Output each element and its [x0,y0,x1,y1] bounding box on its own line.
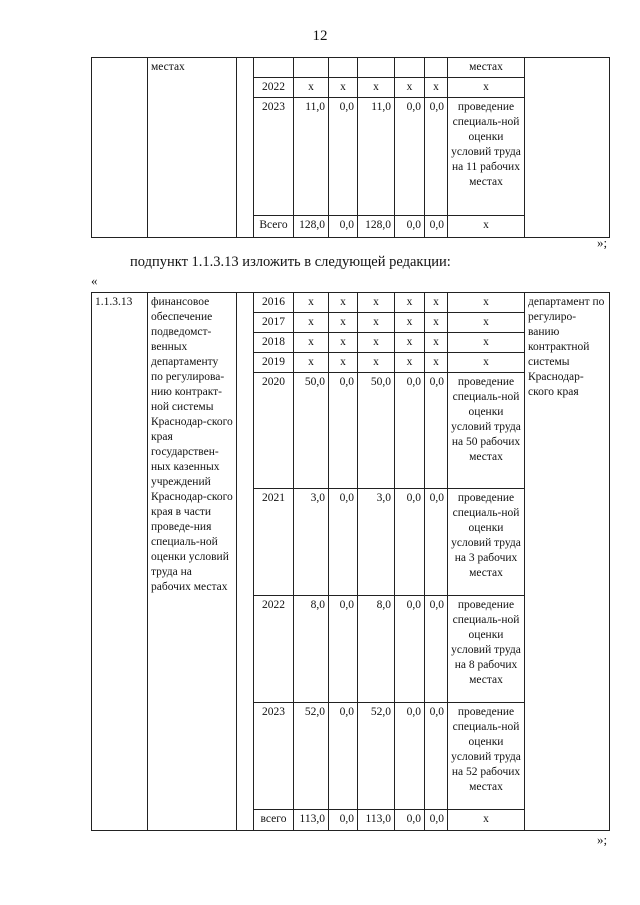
value-cell: х [294,293,329,313]
value-cell: х [395,333,425,353]
value-cell: х [329,313,358,333]
value-cell: 0,0 [425,98,448,216]
result-cell: местах [448,58,525,78]
value-cell: 11,0 [294,98,329,216]
name-cell: финансовое обеспечение подведомст-венных департаменту по регулирова-нию контракт-ной системы Краснодар-ского края государствен-ных казенных учреждений Краснодар-ского края в части проведе-ния специаль-ной оценки условий труда на рабочих местах [148,293,237,831]
value-cell: х [358,353,395,373]
value-cell: х [294,353,329,373]
program-table [91,292,610,831]
value-cell: 0,0 [329,216,358,238]
value-cell: х [395,78,425,98]
year-cell: Всего [254,216,294,238]
result-cell: х [448,293,525,313]
result-cell: х [448,216,525,238]
value-cell: х [395,313,425,333]
closing-quote: »; [597,235,608,250]
value-cell: х [329,353,358,373]
value-cell: х [358,313,395,333]
year-cell: 2021 [254,489,294,596]
result-cell: проведение специаль-ной оценки условий труда на 8 рабочих местах [448,596,525,703]
value-cell: 0,0 [425,703,448,810]
value-cell: х [395,293,425,313]
value-cell: 3,0 [294,489,329,596]
value-cell: х [294,313,329,333]
value-cell: 0,0 [329,489,358,596]
value-cell: 0,0 [425,810,448,831]
value-cell: 113,0 [294,810,329,831]
value-cell: х [425,333,448,353]
value-cell: 0,0 [425,373,448,489]
value-cell: 8,0 [294,596,329,703]
closing-quote: »; [597,832,608,847]
value-cell: х [425,293,448,313]
value-cell: х [329,293,358,313]
executor-cell: департамент по регулиро-ванию контрактной системы Краснодар-ского края [525,293,610,831]
value-cell: х [395,353,425,373]
spacer-cell [237,58,254,238]
year-cell: 2023 [254,703,294,810]
value-cell: 11,0 [358,98,395,216]
executor-cell [525,58,610,238]
table-row [92,58,610,78]
value-cell: 0,0 [395,703,425,810]
value-cell: 0,0 [395,98,425,216]
opening-quote: « [91,273,98,288]
value-cell: 50,0 [294,373,329,489]
page-number: 12 [312,28,328,44]
year-cell: 2016 [254,293,294,313]
value-cell: 0,0 [329,810,358,831]
value-cell: х [358,293,395,313]
spacer-cell [237,293,254,831]
continued-table [91,57,610,238]
year-cell: всего [254,810,294,831]
value-cell: х [294,78,329,98]
intro-text: подпункт 1.1.3.13 изложить в следующей редакции: [130,254,451,270]
value-cell: 52,0 [294,703,329,810]
value-cell: 0,0 [425,489,448,596]
value-cell: 52,0 [358,703,395,810]
value-cell: 0,0 [329,98,358,216]
value-cell: 0,0 [395,373,425,489]
result-cell: проведение специаль-ной оценки условий труда на 50 рабочих местах [448,373,525,489]
result-cell: х [448,313,525,333]
year-cell: 2020 [254,373,294,489]
value-cell: х [329,78,358,98]
code-cell: 1.1.3.13 [92,293,148,831]
value-cell: 0,0 [329,596,358,703]
value-cell: 128,0 [294,216,329,238]
year-cell: 2023 [254,98,294,216]
result-cell: х [448,810,525,831]
year-cell: 2022 [254,78,294,98]
result-cell: х [448,78,525,98]
value-cell: х [294,333,329,353]
year-cell: 2019 [254,353,294,373]
value-cell: х [358,78,395,98]
value-cell: х [329,333,358,353]
value-cell: 0,0 [425,216,448,238]
result-cell: проведение специаль-ной оценки условий труда на 3 рабочих местах [448,489,525,596]
value-cell: 0,0 [395,810,425,831]
table-row [92,293,610,313]
year-cell: 2018 [254,333,294,353]
value-cell: х [425,353,448,373]
code-cell [92,58,148,238]
value-cell: 50,0 [358,373,395,489]
value-cell: х [358,333,395,353]
name-cell: местах [148,58,237,238]
value-cell: 128,0 [358,216,395,238]
result-cell: проведение специаль-ной оценки условий труда на 11 рабочих местах [448,98,525,216]
value-cell: 0,0 [425,596,448,703]
result-cell: проведение специаль-ной оценки условий труда на 52 рабочих местах [448,703,525,810]
value-cell: 8,0 [358,596,395,703]
year-cell: 2022 [254,596,294,703]
value-cell: х [425,78,448,98]
result-cell: х [448,353,525,373]
result-cell: х [448,333,525,353]
year-cell: 2017 [254,313,294,333]
value-cell: 0,0 [329,373,358,489]
value-cell: 0,0 [395,216,425,238]
value-cell: 0,0 [395,489,425,596]
value-cell: 3,0 [358,489,395,596]
value-cell: 0,0 [395,596,425,703]
value-cell: 0,0 [329,703,358,810]
value-cell: х [425,313,448,333]
value-cell: 113,0 [358,810,395,831]
